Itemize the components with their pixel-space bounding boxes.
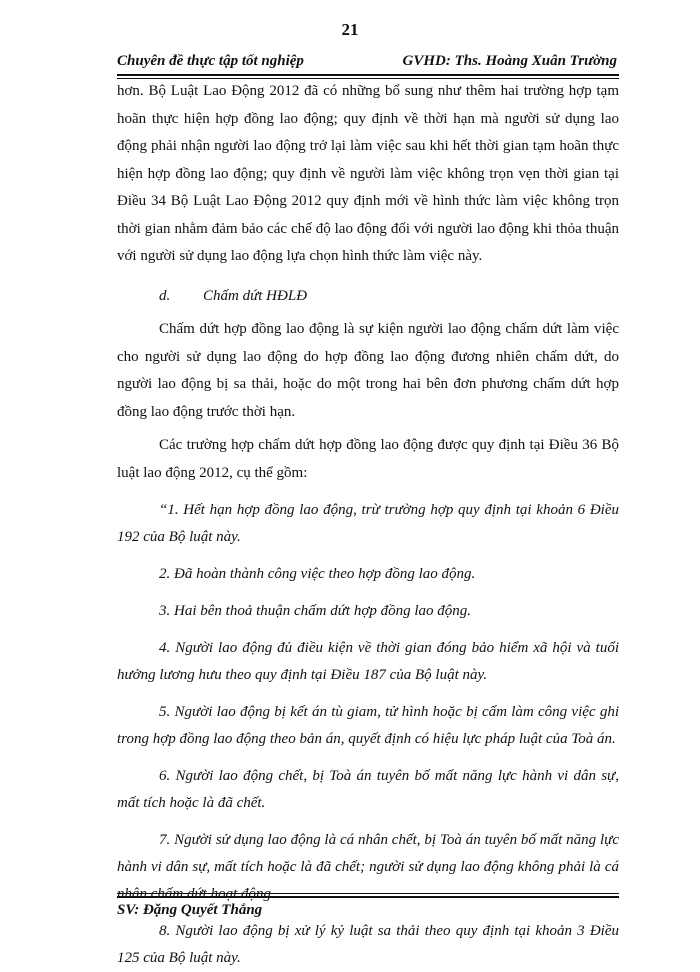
paragraph-definition: Chấm dứt hợp đồng lao động là sự kiện người lao động chấm dứt làm việc cho người sử dụng lao động do hợp đồng lao động đương nhiên chấm dứt, do người lao động bị sa thải, hoặc do một trong hai bên đơn phương chấm dứt hợp đồng lao động trước thời hạn. (117, 321, 619, 420)
paragraph-intro: Các trường hợp chấm dứt hợp đồng lao động được quy định tại Điều 36 Bộ luật lao động 2012, cụ thể gồm: (117, 437, 619, 481)
list-item-2: 2. Đã hoàn thành công việc theo hợp đồng lao động. (159, 566, 476, 582)
list-item-7: 7. Người sử dụng lao động là cá nhân chết, bị Toà án tuyên bố mất năng lực hành vi dân sự, mất tích hoặc là đã chết; người sử dụng lao động không phải là cá nhân chấm dứt hoạt động. (117, 832, 619, 902)
section-heading-letter: d. (159, 287, 171, 304)
header-rule-thick (117, 74, 619, 76)
section-heading (117, 283, 619, 311)
page-number: 21 (341, 20, 359, 39)
document-body (117, 78, 619, 972)
list-item-6: 6. Người lao động chết, bị Toà án tuyên bố mất năng lực hành vi dân sự, mất tích hoặc là đã chết. (117, 768, 619, 811)
list-item-4: 4. Người lao động đủ điều kiện về thời gian đóng bảo hiểm xã hội và tuổi hưởng lương hưu theo quy định tại Điều 187 của Bộ luật này. (117, 640, 619, 683)
header-title: Chuyên đề thực tập tốt nghiệp (117, 53, 304, 69)
list-item-5: 5. Người lao động bị kết án tù giam, tử hình hoặc bị cấm làm công việc ghi trong hợp đồng lao động theo bản án, quyết định có hiệu lực pháp luật của Toà án. (117, 704, 619, 747)
footer-rule-thin (117, 893, 619, 894)
page-header (117, 53, 617, 73)
list-item-8: 8. Người lao động bị xử lý kỷ luật sa thải theo quy định tại khoản 3 Điều 125 của Bộ luật này. (117, 923, 619, 966)
list-item-1: “1. Hết hạn hợp đồng lao động, trừ trường hợp quy định tại khoản 6 Điều 192 của Bộ luật này. (117, 502, 619, 545)
list-item-3: 3. Hai bên thoả thuận chấm dứt hợp đồng lao động. (159, 603, 472, 619)
header-advisor: GVHD: Ths. Hoàng Xuân Trường (402, 53, 617, 69)
paragraph-continuation: hơn. Bộ Luật Lao Động 2012 đã có những bổ sung như thêm hai trường hợp tạm hoãn thực hiện hợp đồng lao động; quy định về thời hạn mà người sử dụng lao động phải nhận người lao động trở lại làm việc sau khi hết thời gian tạm hoãn thực hiện hợp đồng lao động; quy định về người làm việc không trọn vẹn thời gian tại Điều 34 Bộ Luật Lao Động 2012 quy định mới về hình thức làm việc không trọn thời gian nhằm đảm bảo các chế độ lao động đối với người lao động khi thỏa thuận với người sử dụng lao động lựa chọn hình thức làm việc này. (117, 83, 619, 264)
section-heading-text: Chấm dứt HĐLĐ (203, 287, 308, 304)
footer-rule-thick (117, 896, 619, 898)
footer-student: SV: Đặng Quyết Thắng (117, 902, 263, 918)
